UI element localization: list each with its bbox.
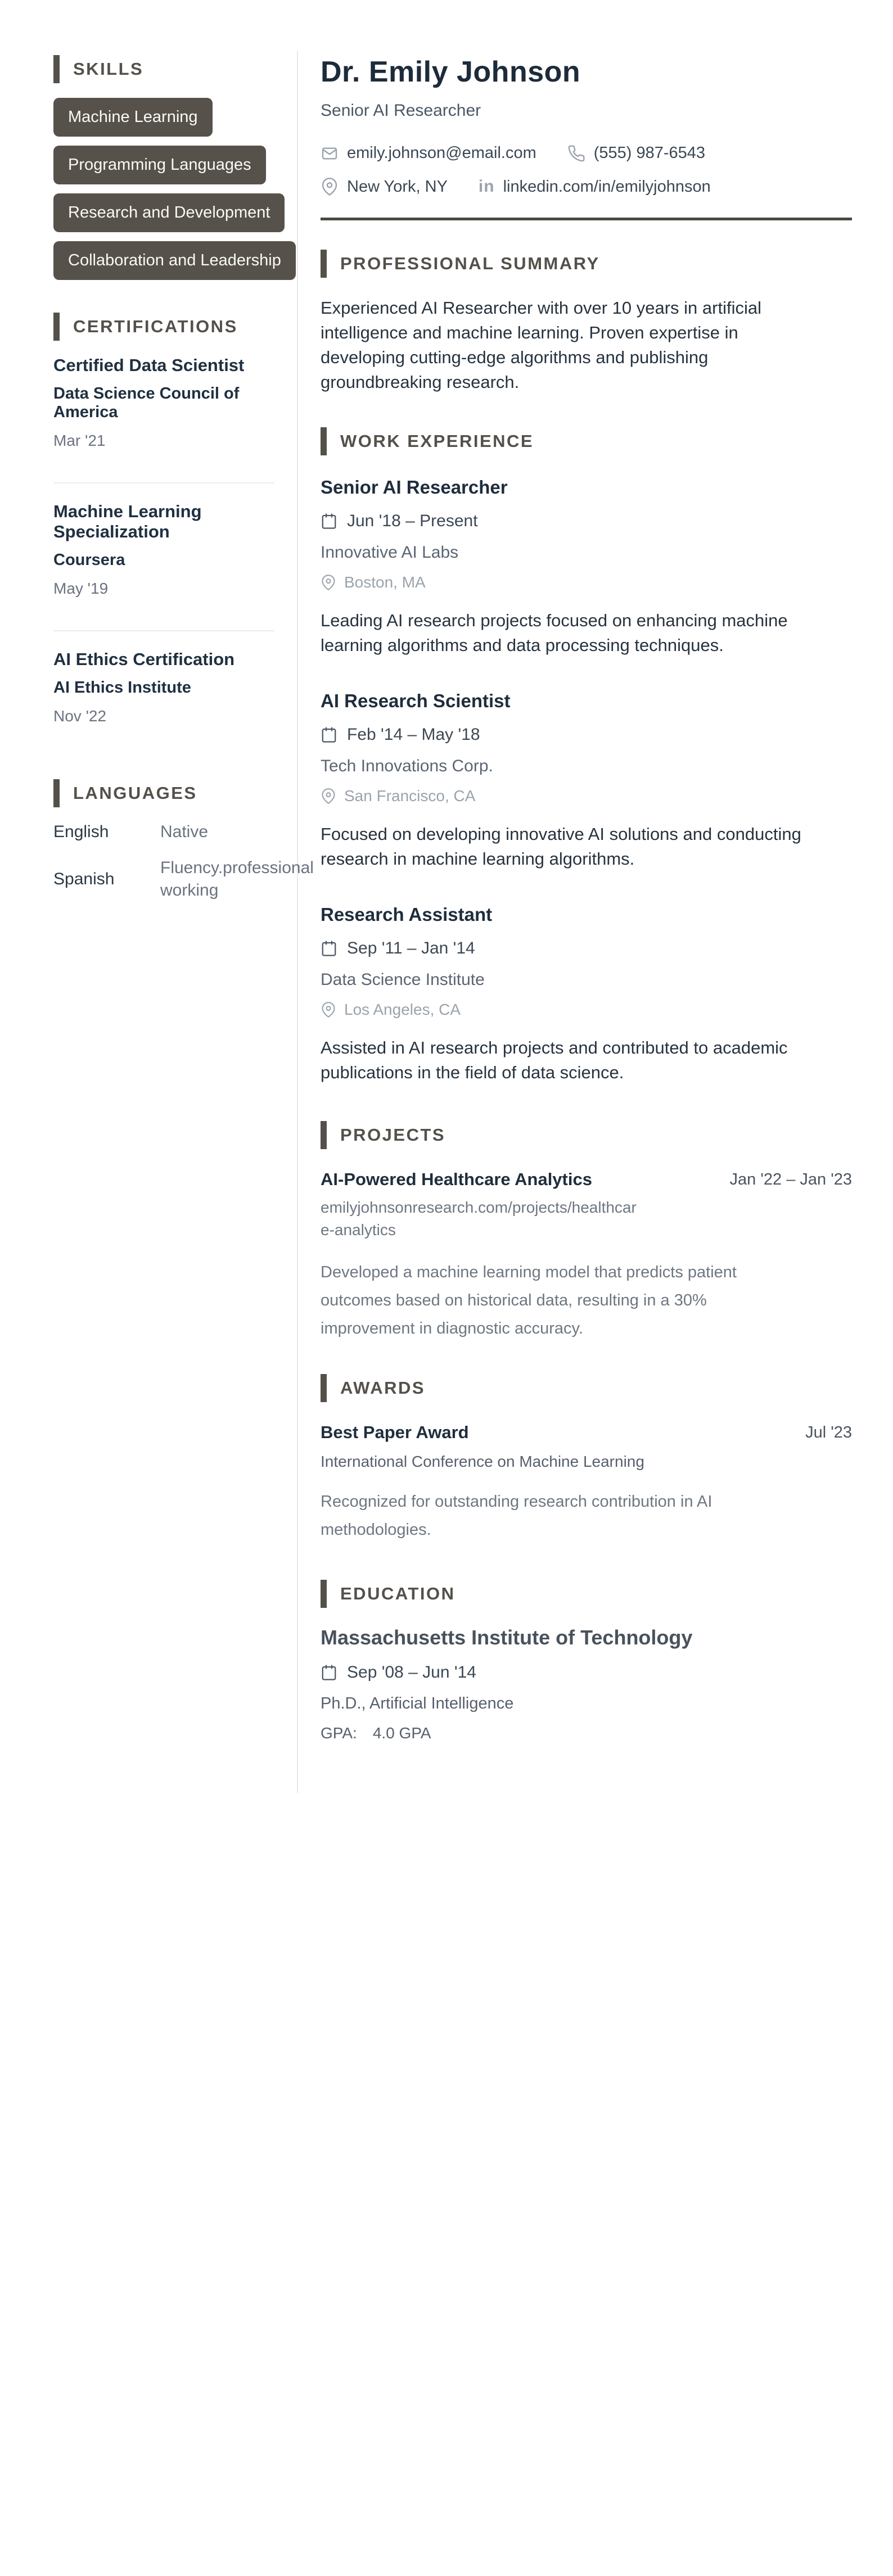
job-description: Leading AI research projects focused on enhancing machine learning algorithms and data processing techniques.	[321, 611, 788, 655]
section-accent-bar	[321, 427, 327, 455]
projects-section-heading	[321, 1121, 852, 1149]
skill-chip: Collaboration and Leadership	[53, 241, 296, 280]
project-description: Developed a machine learning model that predicts patient outcomes based on historical data, resulting in a 30% improvement in diagnostic accuracy.	[321, 1263, 737, 1337]
gpa-label: GPA:	[321, 1724, 357, 1742]
section-accent-bar	[53, 313, 60, 341]
contact-phone	[567, 144, 705, 162]
job-description: Assisted in AI research projects and contributed to academic publications in the field of data science.	[321, 1038, 788, 1082]
certification-list	[53, 355, 274, 725]
job-dates: Jun '18 – Present	[347, 512, 478, 530]
award-title-row	[321, 1422, 852, 1443]
job-location-row	[321, 787, 852, 805]
education-degree: Ph.D., Artificial Intelligence	[321, 1694, 514, 1712]
job-location: San Francisco, CA	[344, 787, 476, 805]
person-title: Senior AI Researcher	[321, 101, 481, 120]
job-dates-row	[321, 939, 852, 958]
envelope-icon	[321, 144, 339, 162]
contact-row	[321, 177, 852, 196]
certification-date: Nov '22	[53, 707, 107, 725]
language-row	[53, 821, 274, 843]
certification-date: May '19	[53, 580, 109, 597]
calendar-icon	[321, 1664, 337, 1681]
summary-heading: PROFESSIONAL SUMMARY	[340, 254, 600, 273]
job-dates: Sep '11 – Jan '14	[347, 939, 475, 957]
certification-item	[53, 649, 274, 725]
gpa-value: 4.0 GPA	[372, 1724, 431, 1742]
education-school: Massachusetts Institute of Technology	[321, 1626, 693, 1649]
person-name: Dr. Emily Johnson	[321, 56, 581, 88]
phone-text: (555) 987-6543	[593, 144, 706, 162]
resume-page	[0, 51, 893, 1793]
certification-issuer: AI Ethics Institute	[53, 679, 191, 697]
job-entry	[321, 690, 852, 871]
languages-section-heading	[53, 779, 274, 807]
job-title: AI Research Scientist	[321, 690, 511, 711]
section-accent-bar	[321, 1580, 327, 1608]
contact-linkedin	[479, 177, 711, 196]
certification-title: Certified Data Scientist	[53, 355, 245, 375]
awards-heading: AWARDS	[340, 1378, 426, 1398]
award-title: Best Paper Award	[321, 1422, 469, 1442]
certification-issuer: Data Science Council of America	[53, 385, 240, 421]
certification-issuer: Coursera	[53, 551, 125, 569]
experience-section-heading	[321, 427, 852, 455]
education-section-heading	[321, 1580, 852, 1608]
skills-section-heading	[53, 55, 274, 83]
education-entry	[321, 1626, 852, 1742]
certification-title: Machine Learning Specialization	[53, 501, 202, 541]
job-dates: Feb '14 – May '18	[347, 725, 480, 744]
main-column	[298, 51, 893, 1793]
email-text: emily.johnson@email.com	[347, 144, 536, 162]
skill-chip: Machine Learning	[53, 98, 213, 137]
education-heading: EDUCATION	[340, 1584, 455, 1603]
section-accent-bar	[321, 1374, 327, 1402]
language-level: Fluency.professional working	[160, 858, 314, 900]
job-location: Boston, MA	[344, 573, 426, 591]
education-dates-row	[321, 1663, 852, 1682]
job-entry	[321, 477, 852, 658]
divider	[53, 482, 274, 483]
education-dates: Sep '08 – Jun '14	[347, 1663, 476, 1682]
certification-item	[53, 501, 274, 598]
job-title: Research Assistant	[321, 904, 493, 925]
skills-heading: SKILLS	[73, 59, 144, 79]
award-entry	[321, 1422, 852, 1544]
linkedin-text: linkedin.com/in/emilyjohnson	[503, 177, 711, 196]
map-pin-icon	[321, 178, 339, 196]
phone-icon	[567, 144, 585, 162]
job-entry	[321, 904, 852, 1085]
map-pin-icon	[321, 575, 336, 590]
job-description: Focused on developing innovative AI solutions and conducting research in machine learning algorithms.	[321, 824, 801, 869]
languages-heading: LANGUAGES	[73, 783, 197, 803]
job-location-row	[321, 573, 852, 591]
project-url: emilyjohnsonresearch.com/projects/healthcare-analytics	[321, 1199, 637, 1239]
section-accent-bar	[321, 250, 327, 278]
certification-title: AI Ethics Certification	[53, 649, 235, 669]
award-date: Jul '23	[805, 1423, 852, 1441]
location-text: New York, NY	[347, 177, 448, 196]
certifications-section-heading	[53, 313, 274, 341]
skill-chip: Programming Languages	[53, 146, 266, 184]
job-company: Innovative AI Labs	[321, 543, 459, 562]
sidebar	[0, 51, 314, 1793]
language-row	[53, 857, 314, 902]
linkedin-icon: in	[478, 177, 495, 196]
job-dates-row	[321, 512, 852, 531]
summary-section-heading	[321, 250, 852, 278]
header-rule	[321, 218, 852, 220]
language-level: Native	[160, 822, 209, 841]
job-location: Los Angeles, CA	[344, 1001, 461, 1018]
language-name: Spanish	[53, 870, 115, 888]
section-accent-bar	[321, 1121, 327, 1149]
project-title: AI-Powered Healthcare Analytics	[321, 1169, 592, 1189]
award-description: Recognized for outstanding research contribution in AI methodologies.	[321, 1493, 712, 1539]
project-dates: Jan '22 – Jan '23	[729, 1171, 852, 1188]
project-entry	[321, 1169, 852, 1343]
experience-heading: WORK EXPERIENCE	[340, 431, 534, 451]
project-title-row	[321, 1169, 852, 1190]
job-company: Tech Innovations Corp.	[321, 757, 493, 775]
summary-text: Experienced AI Researcher with over 10 years in artificial intelligence and machine learning. Proven expertise in developing cutting-edge algorithms and publishing groundbreaking research.	[321, 298, 761, 392]
award-issuer: International Conference on Machine Learning	[321, 1453, 644, 1470]
education-gpa-row	[321, 1724, 852, 1742]
certifications-heading: CERTIFICATIONS	[73, 317, 238, 336]
language-list	[53, 821, 314, 902]
certification-item	[53, 355, 274, 450]
job-location-row	[321, 1001, 852, 1019]
contact-location	[321, 178, 448, 196]
map-pin-icon	[321, 1002, 336, 1018]
job-title: Senior AI Researcher	[321, 477, 508, 498]
calendar-icon	[321, 513, 337, 530]
section-accent-bar	[53, 55, 60, 83]
language-name: English	[53, 822, 109, 841]
divider	[53, 630, 274, 631]
awards-section-heading	[321, 1374, 852, 1402]
skill-chip: Research and Development	[53, 193, 285, 232]
section-accent-bar	[53, 779, 60, 807]
map-pin-icon	[321, 788, 336, 804]
contact-block	[321, 144, 852, 196]
calendar-icon	[321, 940, 337, 957]
certification-date: Mar '21	[53, 432, 106, 449]
job-dates-row	[321, 725, 852, 744]
contact-row	[321, 144, 852, 162]
job-company: Data Science Institute	[321, 970, 485, 989]
calendar-icon	[321, 726, 337, 743]
skills-chip-list	[53, 98, 281, 280]
contact-email	[321, 144, 536, 162]
projects-heading: PROJECTS	[340, 1125, 446, 1145]
